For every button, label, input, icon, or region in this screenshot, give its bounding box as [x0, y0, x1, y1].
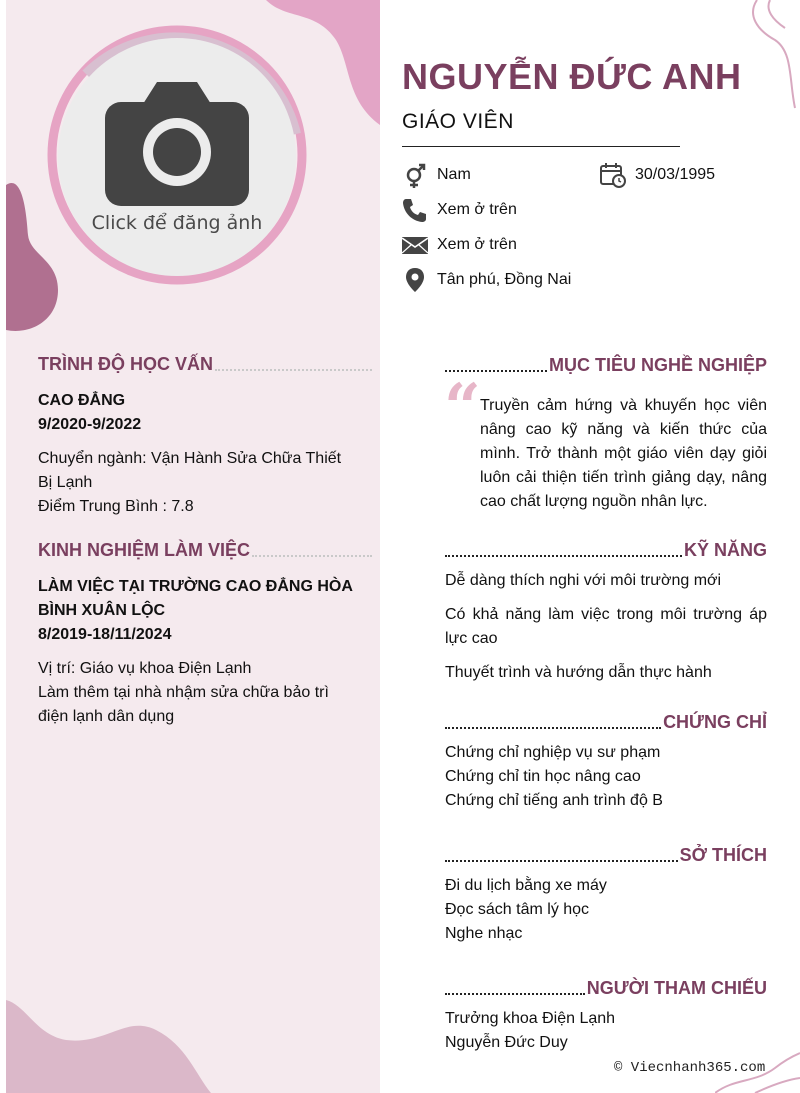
- experience-extra: Làm thêm tại nhà nhậm sửa chữa bảo trì điện lạnh dân dụng: [38, 684, 329, 725]
- phone-value: Xem ở trên: [437, 201, 517, 218]
- copyright-footer: © Viecnhanh365.com: [614, 1060, 766, 1076]
- phone-icon: [402, 197, 428, 223]
- objective-heading-text: MỤC TIÊU NGHỀ NGHIỆP: [548, 355, 767, 375]
- gender-icon: [402, 162, 428, 188]
- experience-org-line1: LÀM VIỆC TẠI TRƯỜNG CAO ĐẲNG HÒA: [38, 578, 353, 595]
- info-birthdate: [600, 162, 715, 188]
- experience-org-line2: BÌNH XUÂN LỘC: [38, 602, 166, 619]
- candidate-name: NGUYỄN ĐỨC ANH: [402, 56, 742, 97]
- experience-period: 8/2019-18/11/2024: [38, 626, 172, 643]
- info-gender: [402, 162, 471, 188]
- certificate-item: Chứng chỉ nghiệp vụ sư phạm: [445, 744, 661, 761]
- heading-dots: [445, 860, 678, 862]
- title-divider: [402, 146, 680, 147]
- references-heading-text: NGƯỜI THAM CHIẾU: [586, 978, 767, 998]
- certificate-item: Chứng chỉ tin học nâng cao: [445, 768, 641, 785]
- objective-heading: [445, 355, 767, 376]
- heading-dots: [215, 369, 372, 371]
- certificates-heading: [445, 712, 767, 733]
- hobby-item: Nghe nhạc: [445, 925, 523, 942]
- education-degree: CAO ĐẲNG: [38, 392, 126, 409]
- education-major: Chuyển ngành: Vận Hành Sửa Chữa Thiết Bị Lạnh: [38, 450, 342, 491]
- heading-dots: [252, 555, 372, 557]
- skills-heading: [445, 540, 767, 561]
- education-gpa: Điểm Trung Bình : 7.8: [38, 498, 194, 515]
- camera-icon: [105, 80, 249, 206]
- skills-heading-text: KỸ NĂNG: [683, 540, 767, 560]
- references-heading: [445, 978, 767, 999]
- calendar-icon: [600, 162, 626, 188]
- objective-text: Truyền cảm hứng và khuyến học viên nâng cao kỹ năng và kiến thức của mình. Trở thành một giáo viên dạy giỏi luôn cải thiện tiến trình giảng dạy, nâng cao chất lượng nguồn nhân lực.: [480, 397, 767, 510]
- decorative-blob-bottom: [6, 995, 380, 1093]
- hobby-item: Đi du lịch bằng xe máy: [445, 877, 607, 894]
- job-title: GIÁO VIÊN: [402, 110, 514, 133]
- experience-heading-text: KINH NGHIỆM LÀM VIỆC: [38, 540, 251, 560]
- address-value: Tân phú, Đồng Nai: [437, 271, 572, 288]
- photo-upload-label: Click để đăng ảnh: [91, 212, 263, 234]
- certificate-item: Chứng chỉ tiếng anh trình độ B: [445, 792, 663, 809]
- skill-item: Có khả năng làm việc trong môi trường áp lực cao: [445, 606, 767, 647]
- heading-dots: [445, 555, 682, 557]
- info-email: [402, 232, 517, 258]
- hobbies-heading-text: SỞ THÍCH: [679, 845, 767, 865]
- mail-icon: [402, 232, 428, 258]
- education-heading-text: TRÌNH ĐỘ HỌC VẤN: [38, 354, 213, 374]
- gender-value: Nam: [437, 166, 471, 183]
- info-phone: [402, 197, 517, 223]
- experience-heading: [38, 540, 372, 561]
- heading-dots: [445, 993, 585, 995]
- skill-item: Thuyết trình và hướng dẫn thực hành: [445, 664, 712, 681]
- skill-item: Dễ dàng thích nghi với môi trường mới: [445, 572, 722, 589]
- heading-dots: [445, 727, 661, 729]
- hobby-item: Đọc sách tâm lý học: [445, 901, 590, 918]
- location-pin-icon: [402, 267, 428, 293]
- quote-icon: “: [444, 370, 481, 445]
- reference-item: Nguyễn Đức Duy: [445, 1034, 568, 1051]
- reference-item: Trưởng khoa Điện Lạnh: [445, 1010, 616, 1027]
- email-value: Xem ở trên: [437, 236, 517, 253]
- certificates-heading-text: CHỨNG CHỈ: [663, 712, 767, 732]
- birthdate-value: 30/03/1995: [635, 166, 716, 183]
- info-address: [402, 267, 571, 293]
- hobbies-heading: [445, 845, 767, 866]
- experience-position: Vị trí: Giáo vụ khoa Điện Lạnh: [38, 660, 252, 677]
- decorative-curve-top-right: [745, 0, 800, 110]
- photo-upload-button[interactable]: [58, 38, 296, 276]
- education-period: 9/2020-9/2022: [38, 416, 142, 433]
- education-heading: [38, 354, 372, 375]
